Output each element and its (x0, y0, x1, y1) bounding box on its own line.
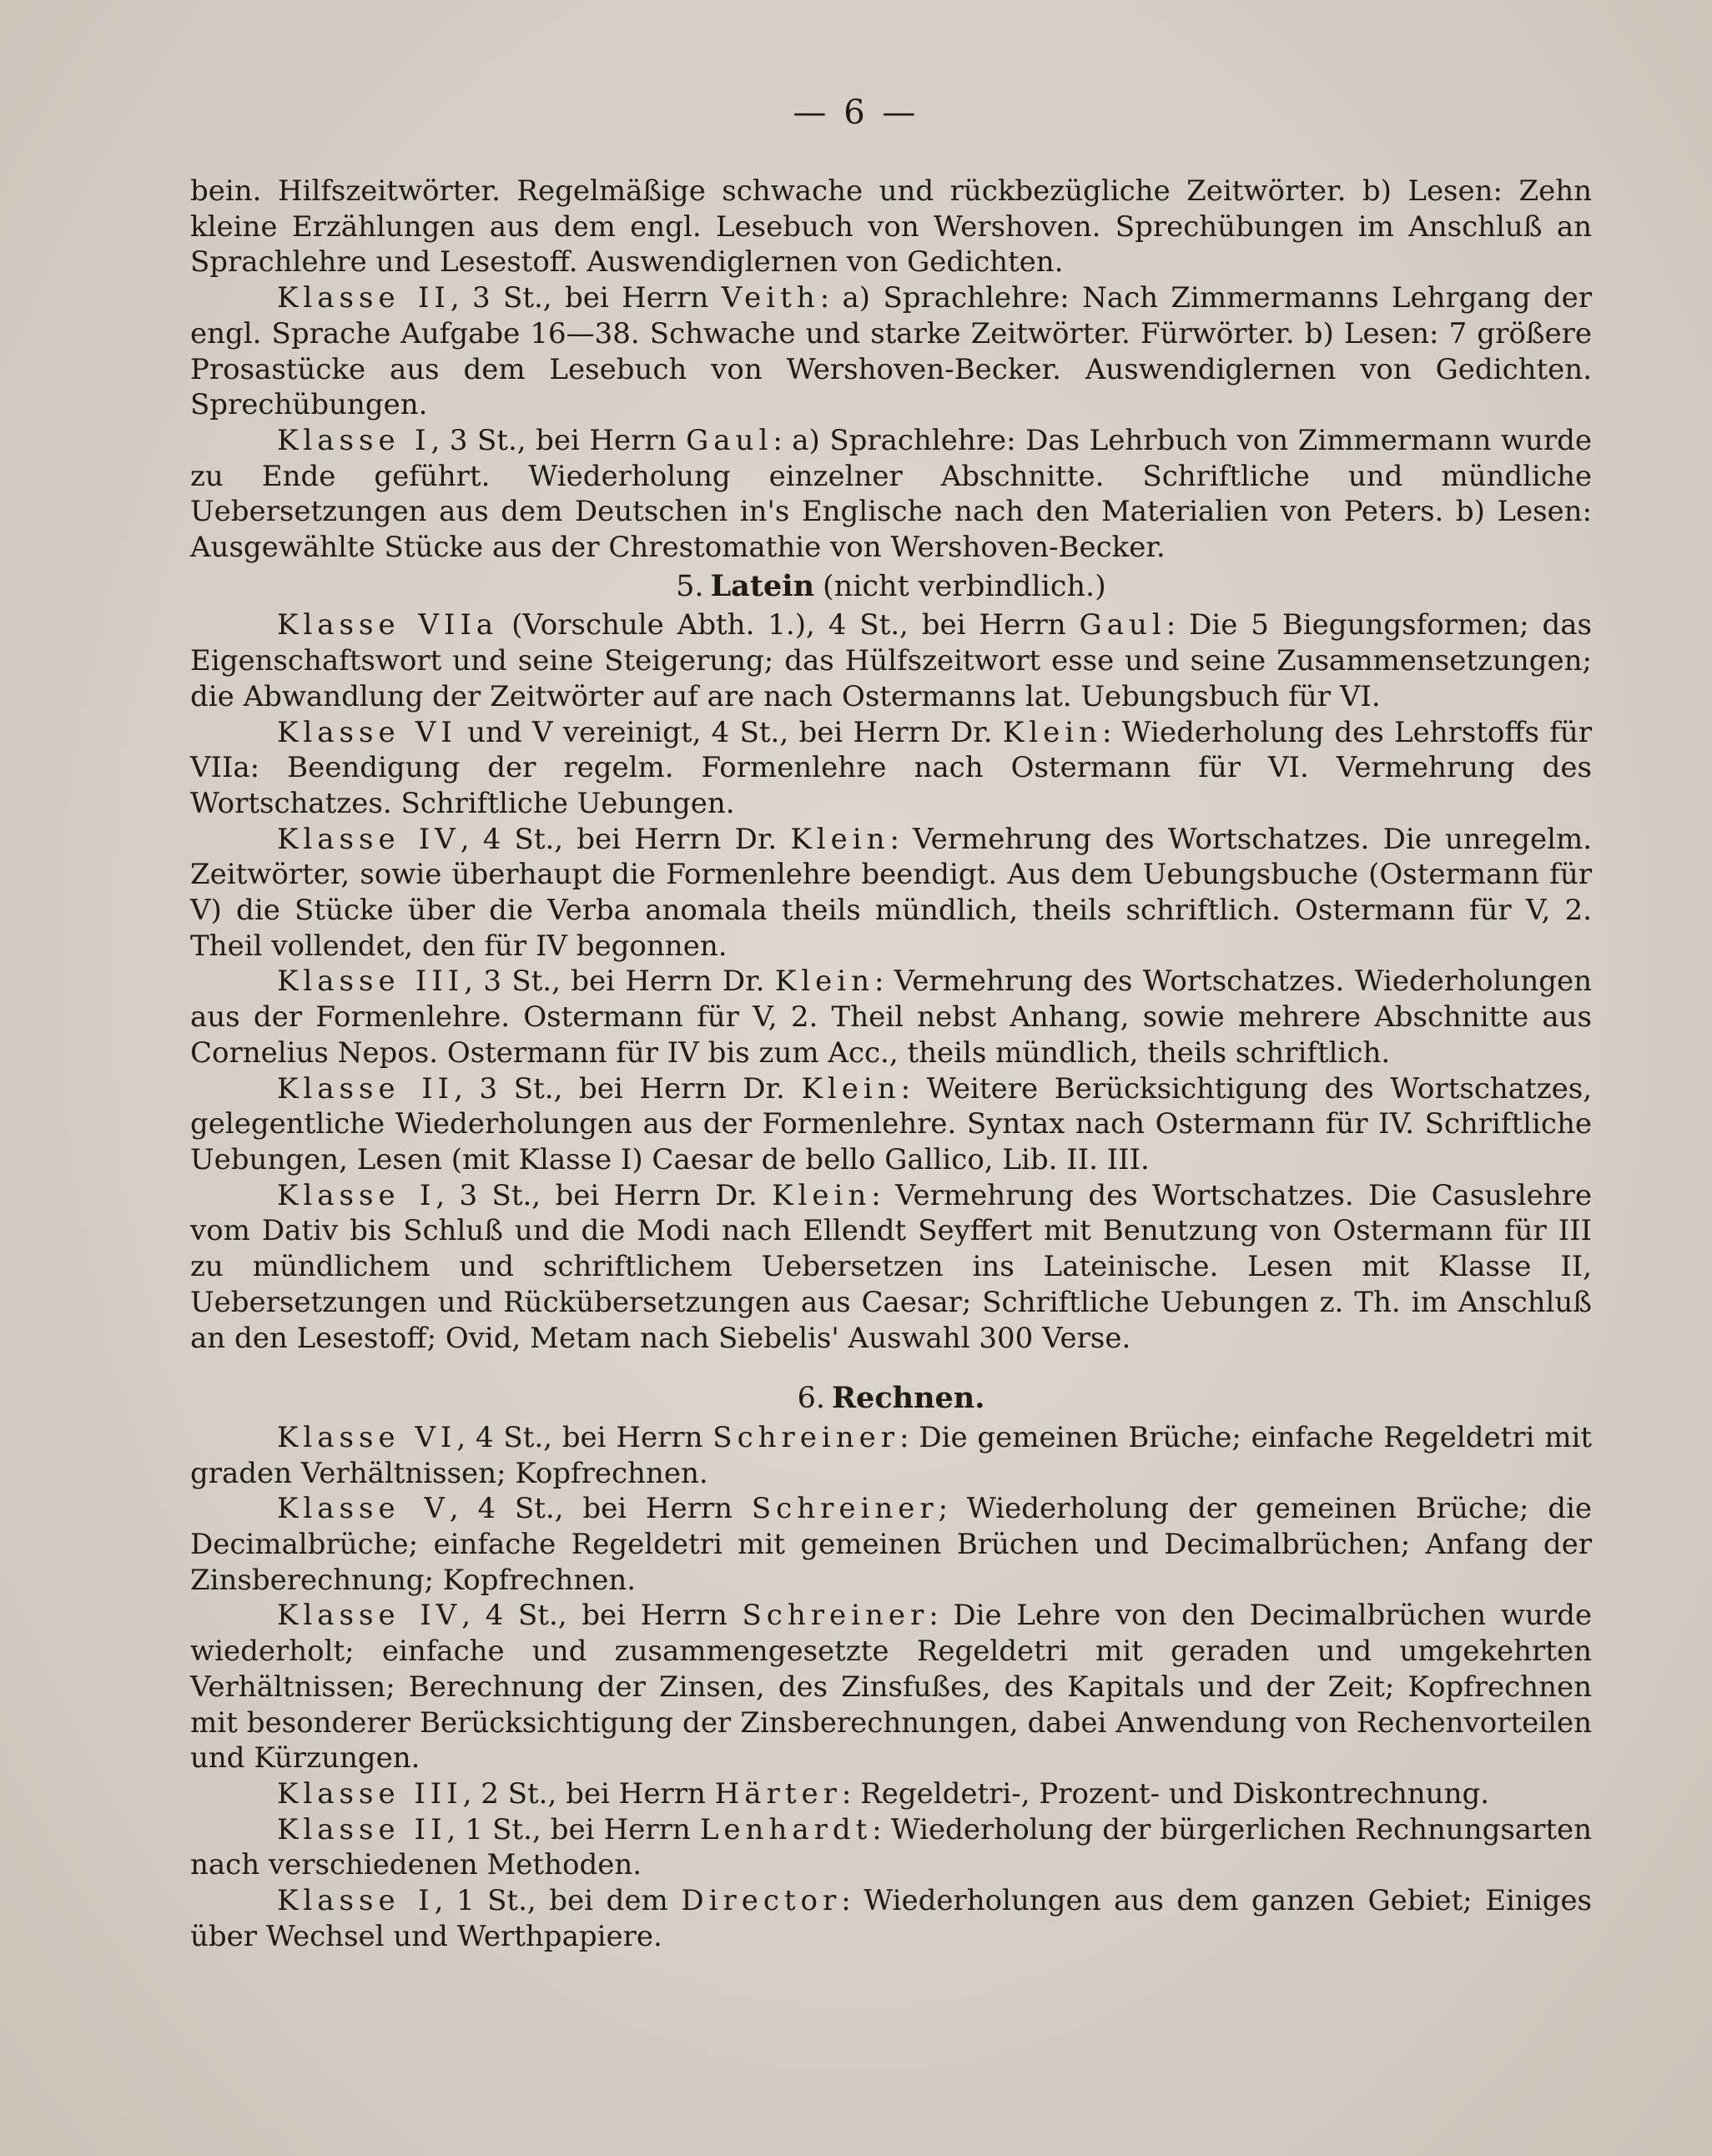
text-body (190, 174, 1592, 1954)
paragraph-text: : Regeldetri-, Prozent- und Diskontrechnung. (841, 1776, 1490, 1811)
klasse-label: Klasse IV (277, 1599, 462, 1633)
hours-text: , 2 St., bei Herrn (462, 1776, 715, 1811)
latin-klasse-i-paragraph (190, 1178, 1592, 1357)
klasse-label: Klasse VI (277, 715, 457, 749)
hours-text: , 3 St., bei Herrn (431, 423, 687, 457)
paragraph-text: : Vermehrung des Wortschatzes. Die unregelm. Zeitwörter, sowie überhaupt die Formenlehre beendigt. Aus dem Uebungsbuche (Ostermann für V) die Stücke über die Verba anomala theils mündlich, theils schriftlich. Ostermann für V, 2. Theil vollendet, den für IV begonnen. (190, 822, 1593, 963)
page-number: — 6 — (793, 93, 919, 132)
klasse-label: Klasse II (277, 1812, 447, 1846)
section-number: 5. (676, 569, 704, 603)
section-heading-latin (190, 569, 1592, 605)
klasse-label: Klasse IV (277, 822, 461, 856)
paragraph-text: : Wiederholung der bürgerlichen Rechnungsarten nach verschiedenen Methoden. (190, 1812, 1593, 1882)
hours-text: , 3 St., bei Herrn Dr. (454, 1071, 802, 1106)
klasse-label: Klasse I (277, 1178, 436, 1212)
paragraph-text: ; Wiederholung der gemeinen Brüche; die Decimalbrüche; einfache Regeldetri mit gemeinen Brüchen und Decimalbrüchen; Anfang der Zinsberechnung; Kopfrechnen. (190, 1492, 1592, 1597)
paragraph-text: : Die Lehre von den Decimalbrüchen wurde wiederholt; einfache und zusammengesetzte Regeldetri mit geraden und umgekehrten Verhältnissen; Berechnung der Zinsen, des Zinsfußes, des Kapitals und der Zeit; Kopfrechnen mit besonderer Berücksichtigung der Zinsberechnungen, dabei Anwendung von Rechenvorteilen und Kürzungen. (190, 1599, 1592, 1776)
teacher-name: Schreiner (742, 1599, 929, 1633)
klasse-label: Klasse VIIa (277, 608, 499, 642)
paragraph-text: : Vermehrung des Wortschatzes. Die Casuslehre vom Dativ bis Schluß und die Modi nach Ellendt Seyffert mit Benutzung von Ostermann für III zu mündlichem und schriftlichem Uebersetzen ins Lateinische. Lesen mit Klasse II, Uebersetzungen und Rückübersetzungen aus Caesar; Schriftliche Uebungen z. Th. im Anschluß an den Lesestoff; Ovid, Metam nach Siebelis' Auswahl 300 Verse. (190, 1178, 1592, 1355)
english-klasse-i-paragraph (190, 423, 1592, 566)
section-title: Rechnen. (831, 1381, 985, 1416)
math-klasse-ii-paragraph (190, 1812, 1592, 1883)
section-subtitle: (nicht verbindlich.) (823, 569, 1106, 603)
paragraph-text: : Die 5 Biegungsformen; das Eigenschaftswort und seine Steigerung; das Hülfszeitwort esse und seine Zusammensetzungen; die Abwandlung der Zeitwörter auf are nach Ostermanns lat. Uebungsbuch für VI. (190, 608, 1592, 713)
teacher-name: Veith (721, 281, 820, 315)
klasse-label: Klasse I (277, 423, 431, 457)
teacher-name: Klein (774, 965, 874, 999)
teacher-name: Härter (714, 1776, 842, 1811)
latin-klasse-iii-paragraph (190, 964, 1592, 1070)
intro-paragraph: bein. Hilfszeitwörter. Regelmäßige schwache und rückbezügliche Zeitwörter. b) Lesen: Zehn kleine Erzählungen aus dem engl. Lesebuch von Wershoven. Sprechübungen im Anschluß an Sprachlehre und Lesestoff. Auswendiglernen von Gedichten. (190, 174, 1592, 280)
teacher-name: Klein (790, 822, 890, 856)
teacher-name: Klein (801, 1071, 901, 1106)
section-heading-math (190, 1381, 1592, 1417)
teacher-name: Gaul (686, 423, 773, 457)
latin-klasse-iv-paragraph (190, 822, 1592, 965)
klasse-label: Klasse V (277, 1492, 450, 1526)
hours-text: , 3 St., bei Herrn (450, 281, 722, 315)
teacher-name: Klein (1002, 715, 1103, 749)
paragraph-text: : Vermehrung des Wortschatzes. Wiederholungen aus der Formenlehre. Ostermann für V, 2. Theil nebst Anhang, sowie mehrere Abschnitte aus Cornelius Nepos. Ostermann für IV bis zum Acc., theils mündlich, theils schriftlich. (190, 965, 1592, 1070)
hours-text: , 4 St., bei Herrn (456, 1420, 713, 1454)
section-number: 6. (797, 1382, 825, 1416)
paragraph-text: : Weitere Berücksichtigung des Wortschatzes, gelegentliche Wiederholungen aus der Formenlehre. Syntax nach Ostermann für IV. Schriftliche Uebungen, Lesen (mit Klasse I) Caesar de bello Gallico, Lib. II. III. (190, 1071, 1593, 1176)
hours-text: (Vorschule Abth. 1.), 4 St., bei Herrn (498, 608, 1080, 642)
hours-text: , 3 St., bei Herrn Dr. (464, 965, 775, 999)
hours-text: , 4 St., bei Herrn (449, 1492, 752, 1526)
hours-text: , 4 St., bei Herrn (461, 1599, 743, 1633)
paragraph-text: : a) Sprachlehre: Das Lehrbuch von Zimmermann wurde zu Ende geführt. Wiederholung einzelner Abschnitte. Schriftliche und mündliche Uebersetzungen aus dem Deutschen in's Englische nach den Materialien von Peters. b) Lesen: Ausgewählte Stücke aus der Chrestomathie von Wershoven-Becker. (190, 423, 1593, 565)
klasse-label: Klasse III (277, 1776, 463, 1811)
latin-klasse-ii-paragraph (190, 1071, 1592, 1178)
hours-text: , 1 St., bei Herrn (446, 1812, 700, 1846)
english-klasse-ii-paragraph (190, 280, 1592, 423)
teacher-name: Director (681, 1884, 842, 1918)
teacher-name: Schreiner (712, 1420, 900, 1454)
math-klasse-i-paragraph (190, 1883, 1592, 1954)
klasse-label: Klasse VI (277, 1420, 457, 1454)
section-title: Latein (710, 568, 815, 603)
teacher-name: Lenhardt (699, 1812, 873, 1846)
teacher-name: Gaul (1079, 608, 1166, 642)
hours-text: , 3 St., bei Herrn Dr. (436, 1178, 773, 1212)
math-klasse-iii-paragraph (190, 1776, 1592, 1812)
latin-klasse-viia-paragraph (190, 607, 1592, 714)
paragraph-text: : Wiederholungen aus dem ganzen Gebiet; Einiges über Wechsel und Werthpapiere. (190, 1884, 1592, 1953)
klasse-label: Klasse I (277, 1884, 435, 1918)
teacher-name: Klein (772, 1178, 872, 1212)
klasse-label: Klasse III (277, 965, 465, 999)
math-klasse-v-paragraph (190, 1491, 1592, 1598)
math-klasse-vi-paragraph (190, 1420, 1592, 1491)
hours-text: , 1 St., bei dem (434, 1884, 682, 1918)
paragraph-text: : Die gemeinen Brüche; einfache Regeldetri mit graden Verhältnissen; Kopfrechnen. (190, 1420, 1592, 1490)
hours-text: , 4 St., bei Herrn Dr. (460, 822, 791, 856)
hours-text: und V vereinigt, 4 St., bei Herrn Dr. (456, 715, 1003, 749)
latin-klasse-vi-paragraph (190, 715, 1592, 822)
klasse-label: Klasse II (277, 1071, 455, 1106)
paragraph-text: : Wiederholung des Lehrstoffs für VIIa: Beendigung der regelm. Formenlehre nach Ostermann für VI. Vermehrung des Wortschatzes. Schriftliche Uebungen. (190, 715, 1593, 820)
teacher-name: Schreiner (751, 1492, 939, 1526)
paragraph-text: : a) Sprachlehre: Nach Zimmermanns Lehrgang der engl. Sprache Aufgabe 16—38. Schwache und starke Zeitwörter. Fürwörter. b) Lesen: 7 größere Prosastücke aus dem Lesebuch von Wershoven-Becker. Auswendiglernen von Gedichten. Sprechübungen. (190, 281, 1592, 422)
klasse-label: Klasse II (277, 281, 451, 315)
math-klasse-iv-paragraph (190, 1598, 1592, 1776)
